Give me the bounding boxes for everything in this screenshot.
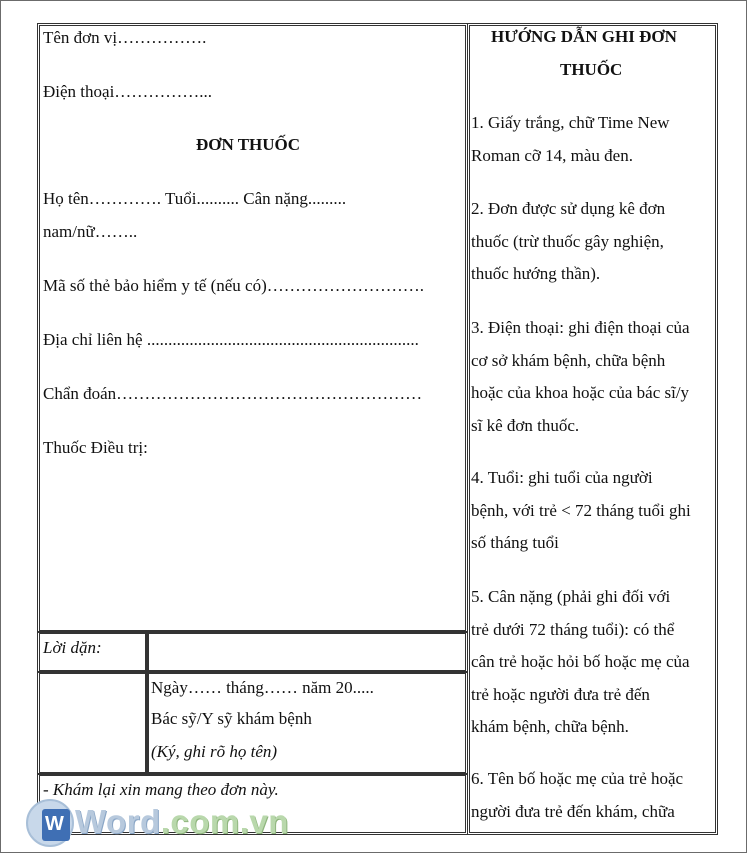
unit-line: Tên đơn vị…………….: [43, 28, 207, 47]
signature-blank-cell: [37, 671, 148, 775]
guide-item-3: [471, 312, 717, 442]
guide-item-line: 6. Tên bố hoặc mẹ của trẻ hoặc: [471, 769, 684, 788]
insurance-line: Mã số thẻ bảo hiểm y tế (nếu có)……………………….: [43, 276, 425, 295]
guide-item-line: số tháng tuổi: [471, 533, 559, 552]
gender-line: nam/nữ……..: [43, 222, 138, 241]
diagnosis-line: Chẩn đoán………………………………………………: [43, 384, 423, 403]
advice-label: Lời dặn:: [43, 638, 102, 657]
phone-line: Điện thoại……………...: [43, 82, 213, 101]
guide-item-2: [471, 193, 717, 291]
treatment-line: Thuốc Điều trị:: [43, 438, 148, 457]
advice-content-cell: [146, 631, 468, 673]
guide-item-line: 2. Đơn được sử dụng kê đơn: [471, 199, 666, 218]
guide-title-line1: HƯỚNG DẪN GHI ĐƠN: [491, 27, 677, 46]
word-logo-icon: W: [26, 799, 74, 847]
guide-title-line2: THUỐC: [560, 60, 623, 79]
address-line: Địa chỉ liên hệ ................................................................: [43, 330, 419, 349]
guide-item-line: thuốc hướng thần).: [471, 264, 601, 283]
guide-item-line: bệnh, với trẻ < 72 tháng tuổi ghi: [471, 500, 691, 520]
guide-item-line: thuốc (trừ thuốc gây nghiện,: [471, 231, 664, 251]
guide-item-line: 3. Điện thoại: ghi điện thoại của: [471, 318, 690, 337]
footer-note: - Khám lại xin mang theo đơn này.: [43, 780, 279, 799]
prescription-main-cell: [37, 23, 468, 633]
guide-item-line: khám bệnh, chữa bệnh.: [471, 717, 629, 736]
guide-item-5: [471, 581, 717, 744]
guide-item-line: 4. Tuổi: ghi tuổi của người: [471, 468, 653, 487]
guide-item-line: trẻ hoặc người đưa trẻ đến: [471, 684, 650, 704]
doctor-line: Bác sỹ/Y sỹ khám bệnh: [151, 709, 312, 728]
guide-item-4: [471, 462, 717, 560]
guide-item-line: hoặc của khoa hoặc của bác sĩ/y: [471, 383, 690, 402]
guide-item-line: Roman cỡ 14, màu đen.: [471, 145, 633, 165]
guide-item-line: trẻ dưới 72 tháng tuổi): có thể: [471, 619, 675, 639]
name-age-weight-line: Họ tên…………. Tuổi.......... Cân nặng.........: [43, 189, 347, 208]
prescription-title: ĐƠN THUỐC: [196, 135, 301, 154]
date-line: Ngày…… tháng…… năm 20.....: [151, 678, 374, 697]
sign-note: (Ký, ghi rõ họ tên): [151, 742, 278, 761]
watermark-text: Word.com.vn: [75, 803, 289, 840]
guide-item-line: 5. Cân nặng (phải ghi đối với: [471, 587, 671, 606]
guide-item-line: người đưa trẻ đến khám, chữa: [471, 801, 675, 821]
guide-item-1: [471, 107, 717, 172]
guide-item-line: cơ sở khám bệnh, chữa bệnh: [471, 350, 666, 370]
guide-item-line: cân trẻ hoặc hỏi bố hoặc mẹ của: [471, 652, 690, 671]
word-com-vn-watermark: [23, 797, 289, 849]
guide-item-line: sĩ kê đơn thuốc.: [471, 415, 580, 435]
guide-item-6: [471, 763, 717, 828]
guide-item-line: 1. Giấy trắng, chữ Time New: [471, 113, 670, 132]
